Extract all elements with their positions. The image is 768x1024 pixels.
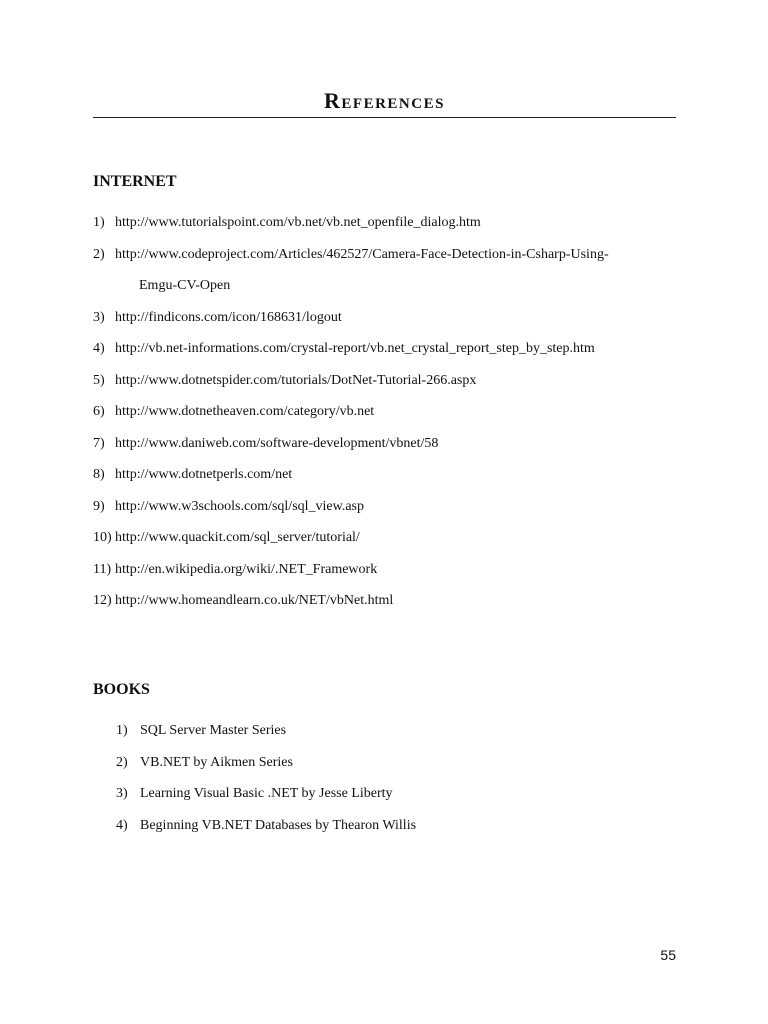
item-number: 3) xyxy=(116,786,128,801)
book-title: Beginning VB.NET Databases by Thearon Willis xyxy=(140,817,417,833)
list-item xyxy=(116,715,716,747)
reference-url: http://www.dotnetspider.com/tutorials/DotNet-Tutorial-266.aspx xyxy=(115,372,477,388)
list-item xyxy=(116,810,716,842)
reference-url: http://www.daniweb.com/software-development/vbnet/58 xyxy=(115,435,439,451)
section-heading-books: BOOKS xyxy=(93,681,150,698)
reference-url: http://en.wikipedia.org/wiki/.NET_Framework xyxy=(115,561,378,577)
item-number: 9) xyxy=(93,498,105,514)
page-number: 55 xyxy=(660,947,676,963)
list-item xyxy=(93,585,693,617)
item-number: 12) xyxy=(93,593,112,608)
item-number: 6) xyxy=(93,404,105,419)
list-item xyxy=(93,459,693,491)
item-number: 11) xyxy=(93,561,112,577)
list-item xyxy=(93,554,693,586)
list-item xyxy=(116,747,716,779)
item-number: 1) xyxy=(116,723,128,738)
reference-url: http://www.dotnetperls.com/net xyxy=(115,467,293,482)
item-number: 4) xyxy=(116,817,128,833)
list-item xyxy=(93,333,693,365)
reference-url: http://vb.net-informations.com/crystal-report/vb.net_crystal_report_step_by_step.htm xyxy=(115,341,595,356)
list-item xyxy=(93,239,693,302)
list-item xyxy=(93,428,693,460)
item-number: 1) xyxy=(93,215,105,230)
books-reference-list xyxy=(116,715,716,841)
book-title: SQL Server Master Series xyxy=(140,723,287,738)
list-item xyxy=(116,778,716,810)
page-title: References xyxy=(324,88,445,113)
item-number: 7) xyxy=(93,435,105,451)
item-number: 4) xyxy=(93,341,105,356)
book-title: Learning Visual Basic .NET by Jesse Liberty xyxy=(140,786,393,801)
reference-url: http://findicons.com/icon/168631/logout xyxy=(115,309,342,325)
reference-url-line1: http://www.codeproject.com/Articles/462527/Camera-Face-Detection-in-Csharp-Using- xyxy=(115,246,609,262)
reference-url: http://www.homeandlearn.co.uk/NET/vbNet.html xyxy=(115,593,394,608)
book-title: VB.NET by Aikmen Series xyxy=(140,754,293,770)
item-number: 2) xyxy=(116,754,128,770)
item-number: 3) xyxy=(93,309,105,325)
list-item xyxy=(93,522,693,554)
reference-url: http://www.quackit.com/sql_server/tutorial/ xyxy=(115,530,360,545)
section-heading-internet: INTERNET xyxy=(93,173,177,190)
list-item xyxy=(93,491,693,523)
item-number: 8) xyxy=(93,467,105,482)
list-item xyxy=(93,396,693,428)
item-number: 10) xyxy=(93,530,112,545)
item-number: 5) xyxy=(93,372,105,388)
list-item xyxy=(93,365,693,397)
reference-url xyxy=(115,239,609,302)
list-item xyxy=(93,207,693,239)
internet-reference-list xyxy=(93,207,693,617)
reference-url-line2: Emgu-CV-Open xyxy=(139,278,231,293)
title-divider xyxy=(93,117,676,118)
reference-url: http://www.dotnetheaven.com/category/vb.net xyxy=(115,404,375,419)
item-number: 2) xyxy=(93,246,105,262)
reference-url: http://www.tutorialspoint.com/vb.net/vb.net_openfile_dialog.htm xyxy=(115,215,481,230)
list-item xyxy=(93,302,693,334)
reference-url: http://www.w3schools.com/sql/sql_view.asp xyxy=(115,498,365,514)
